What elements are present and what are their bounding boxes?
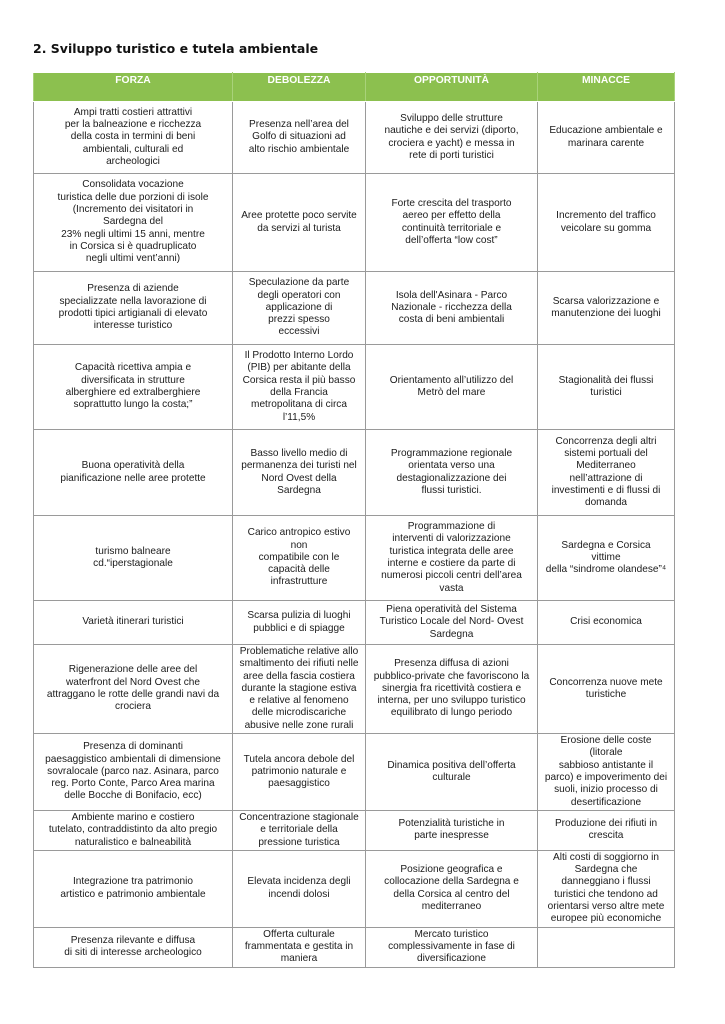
cell-opportunita: Piena operatività del Sistema Turistico Locale del Nord- Ovest Sardegna xyxy=(366,601,538,645)
header-minacce: MINACCE xyxy=(538,73,675,102)
cell-minacce: Incremento del traffico veicolare su gomma xyxy=(538,174,675,272)
cell-debolezza: Presenza nell’area del Golfo di situazioni ad alto rischio ambientale xyxy=(233,102,366,174)
cell-debolezza: Carico antropico estivo non compatibile con le capacità delle infrastrutture xyxy=(233,516,366,601)
header-opportunita: OPPORTUNITÀ xyxy=(366,73,538,102)
cell-debolezza: Concentrazione stagionale e territoriale della pressione turistica xyxy=(233,810,366,850)
table-row xyxy=(34,516,675,601)
section-title: 2. Sviluppo turistico e tutela ambientale xyxy=(33,41,319,56)
table-row xyxy=(34,601,675,645)
cell-forza: Varietà itinerari turistici xyxy=(34,601,233,645)
cell-opportunita: Sviluppo delle strutture nautiche e dei servizi (diporto, crociera e yacht) e messa in rete di porti turistici xyxy=(366,102,538,174)
cell-forza: Rigenerazione delle aree del waterfront del Nord Ovest che attraggano le rotte delle grandi navi da crociera xyxy=(34,645,233,734)
cell-forza: Ampi tratti costieri attrattivi per la balneazione e ricchezza della costa in termini di beni ambientali, culturali ed archeologici xyxy=(34,102,233,174)
table-row xyxy=(34,850,675,927)
table-row xyxy=(34,430,675,516)
cell-opportunita: Mercato turistico complessivamente in fase di diversificazione xyxy=(366,927,538,967)
cell-forza: Capacità ricettiva ampia e diversificata in strutture alberghiere ed extralberghiere soprattutto lungo la costa;” xyxy=(34,345,233,430)
table-row xyxy=(34,102,675,174)
cell-minacce: Stagionalità dei flussi turistici xyxy=(538,345,675,430)
table-row xyxy=(34,734,675,811)
table-row xyxy=(34,272,675,345)
cell-debolezza: Il Prodotto Interno Lordo (PIB) per abitante della Corsica resta il più basso della Francia metropolitana di circa l’11,5% xyxy=(233,345,366,430)
cell-minacce: Produzione dei rifiuti in crescita xyxy=(538,810,675,850)
cell-opportunita: Potenzialità turistiche in parte inespresse xyxy=(366,810,538,850)
header-debolezza: DEBOLEZZA xyxy=(233,73,366,102)
table-row xyxy=(34,174,675,272)
cell-forza: Presenza rilevante e diffusa di siti di interesse archeologico xyxy=(34,927,233,967)
cell-minacce: Erosione delle coste (litorale sabbioso antistante il parco) e impoverimento dei suoli, inizio processo di desertificazione xyxy=(538,734,675,811)
cell-forza: Buona operatività della pianificazione nelle aree protette xyxy=(34,430,233,516)
cell-opportunita: Isola dell'Asinara - Parco Nazionale - ricchezza della costa di beni ambientali xyxy=(366,272,538,345)
cell-opportunita: Forte crescita del trasporto aereo per effetto della continuità territoriale e dell’offerta “low cost” xyxy=(366,174,538,272)
cell-opportunita: Dinamica positiva dell’offerta culturale xyxy=(366,734,538,811)
cell-forza: Ambiente marino e costiero tutelato, contraddistinto da alto pregio naturalistico e balneabilità xyxy=(34,810,233,850)
cell-minacce: Alti costi di soggiorno in Sardegna che danneggiano i flussi turistici che tendono ad orientarsi verso altre mete europee più economiche xyxy=(538,850,675,927)
cell-minacce: Crisi economica xyxy=(538,601,675,645)
cell-debolezza: Scarsa pulizia di luoghi pubblici e di spiagge xyxy=(233,601,366,645)
table-row xyxy=(34,927,675,967)
cell-forza: Consolidata vocazione turistica delle due porzioni di isole (Incremento dei visitatori in Sardegna del 23% negli ultimi 15 anni, mentre in Corsica si è quadruplicato negli ultimi vent’anni) xyxy=(34,174,233,272)
header-row xyxy=(34,73,675,102)
cell-minacce: Concorrenza nuove mete turistiche xyxy=(538,645,675,734)
table-row xyxy=(34,810,675,850)
cell-debolezza: Speculazione da parte degli operatori con applicazione di prezzi spesso eccessivi xyxy=(233,272,366,345)
cell-debolezza: Offerta culturale frammentata e gestita in maniera xyxy=(233,927,366,967)
header-forza: FORZA xyxy=(34,73,233,102)
table-row xyxy=(34,645,675,734)
cell-minacce: Concorrenza degli altri sistemi portuali del Mediterraneo nell’attrazione di investimenti e di flussi di domanda xyxy=(538,430,675,516)
cell-debolezza: Basso livello medio di permanenza dei turisti nel Nord Ovest della Sardegna xyxy=(233,430,366,516)
swot-table xyxy=(33,72,675,968)
cell-opportunita: Orientamento all’utilizzo del Metrò del mare xyxy=(366,345,538,430)
cell-minacce: Sardegna e Corsica vittime della “sindrome olandese”⁴ xyxy=(538,516,675,601)
cell-forza: turismo balneare cd.“iperstagionale xyxy=(34,516,233,601)
cell-minacce xyxy=(538,927,675,967)
cell-minacce: Educazione ambientale e marinara carente xyxy=(538,102,675,174)
table-row xyxy=(34,345,675,430)
cell-forza: Presenza di aziende specializzate nella lavorazione di prodotti tipici artigianali di elevato interesse turistico xyxy=(34,272,233,345)
cell-opportunita: Posizione geografica e collocazione della Sardegna e della Corsica al centro del mediterraneo xyxy=(366,850,538,927)
cell-opportunita: Programmazione di interventi di valorizzazione turistica integrata delle aree interne e costiere da parte di numerosi piccoli centri dell’area vasta xyxy=(366,516,538,601)
cell-debolezza: Tutela ancora debole del patrimonio naturale e paesaggistico xyxy=(233,734,366,811)
cell-debolezza: Problematiche relative allo smaltimento dei rifiuti nelle aree della fascia costiera durante la stagione estiva e relative al fenomeno delle microdiscariche abusive nelle zone rurali xyxy=(233,645,366,734)
cell-minacce: Scarsa valorizzazione e manutenzione dei luoghi xyxy=(538,272,675,345)
cell-opportunita: Programmazione regionale orientata verso una destagionalizzazione dei flussi turistici. xyxy=(366,430,538,516)
cell-forza: Presenza di dominanti paesaggistico ambientali di dimensione sovralocale (parco naz. Asinara, parco reg. Porto Conte, Parco Area marina delle Bocche di Bonifacio, ecc) xyxy=(34,734,233,811)
cell-forza: Integrazione tra patrimonio artistico e patrimonio ambientale xyxy=(34,850,233,927)
cell-debolezza: Aree protette poco servite da servizi al turista xyxy=(233,174,366,272)
cell-debolezza: Elevata incidenza degli incendi dolosi xyxy=(233,850,366,927)
cell-opportunita: Presenza diffusa di azioni pubblico-private che favoriscono la sinergia fra ricettività costiera e interna, per uno sviluppo turistico equilibrato di lungo periodo xyxy=(366,645,538,734)
